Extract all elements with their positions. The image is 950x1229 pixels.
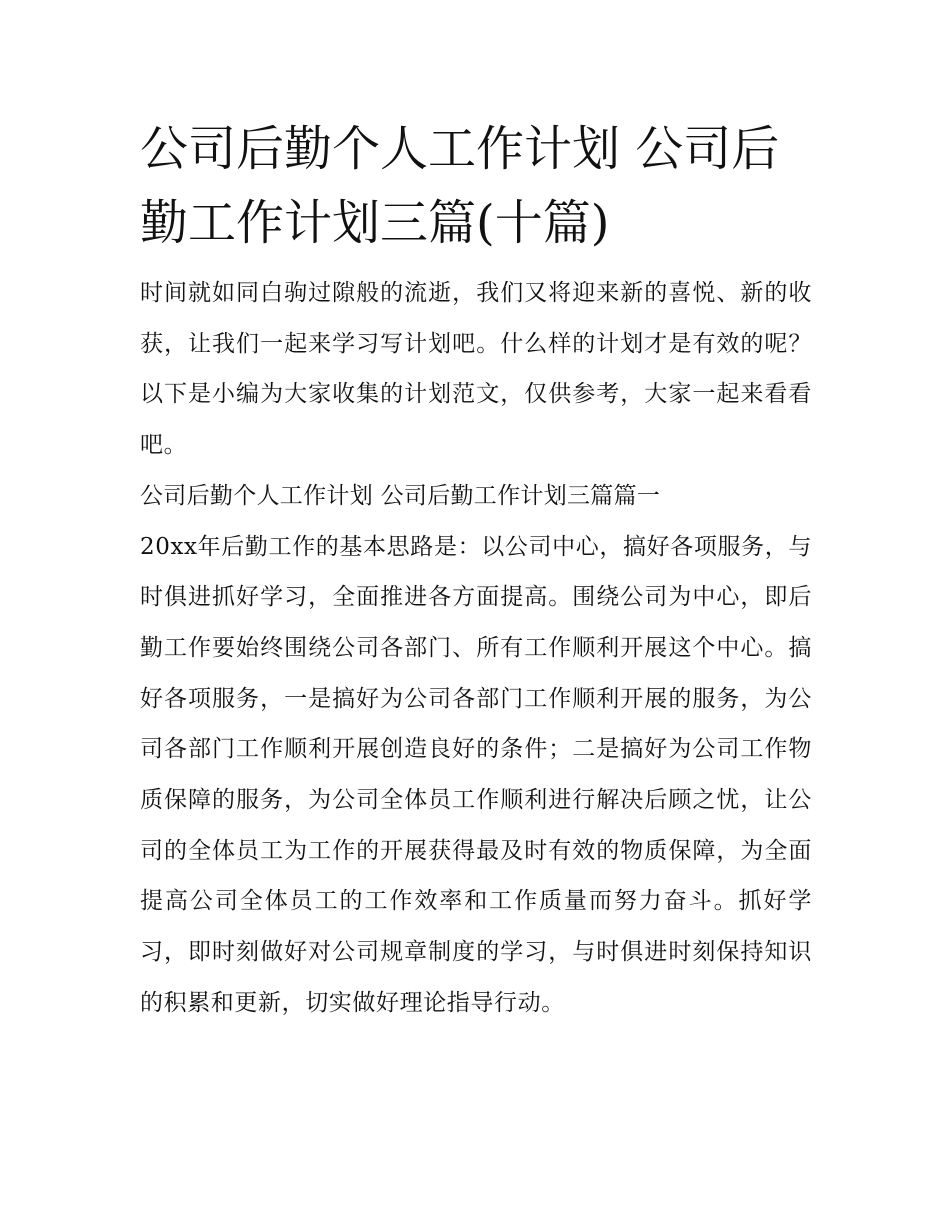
intro-paragraph: 时间就如同白驹过隙般的流逝，我们又将迎来新的喜悦、新的收获，让我们一起来学习写计划吧。什么样的计划才是有效的呢？以下是小编为大家收集的计划范文，仅供参考，大家一起来看看吧。 [140, 280, 812, 459]
document-title: 公司后勤个人工作计划 公司后勤工作计划三篇(十篇) [140, 121, 780, 251]
body-paragraph: 20xx年后勤工作的基本思路是：以公司中心，搞好各项服务，与时俱进抓好学习，全面推进各方面提高。围绕公司为中心，即后勤工作要始终围绕公司各部门、所有工作顺利开展这个中心。搞好各项服务，一是搞好为公司各部门工作顺利开展的服务，为公司各部门工作顺利开展创造良好的条件；二是搞好为公司工作物质保障的服务，为公司全体员工作顺利进行解决后顾之忧，让公司的全体员工为工作的开展获得最及时有效的物质保障，为全面提高公司全体员工的工作效率和工作质量而努力奋斗。抓好学习，即时刻做好对公司规章制度的学习，与时俱进时刻保持知识的积累和更新，切实做好理论指导行动。 [140, 533, 812, 1016]
section-heading: 公司后勤个人工作计划 公司后勤工作计划三篇篇一 [140, 482, 661, 509]
document-page [140, 112, 812, 1029]
